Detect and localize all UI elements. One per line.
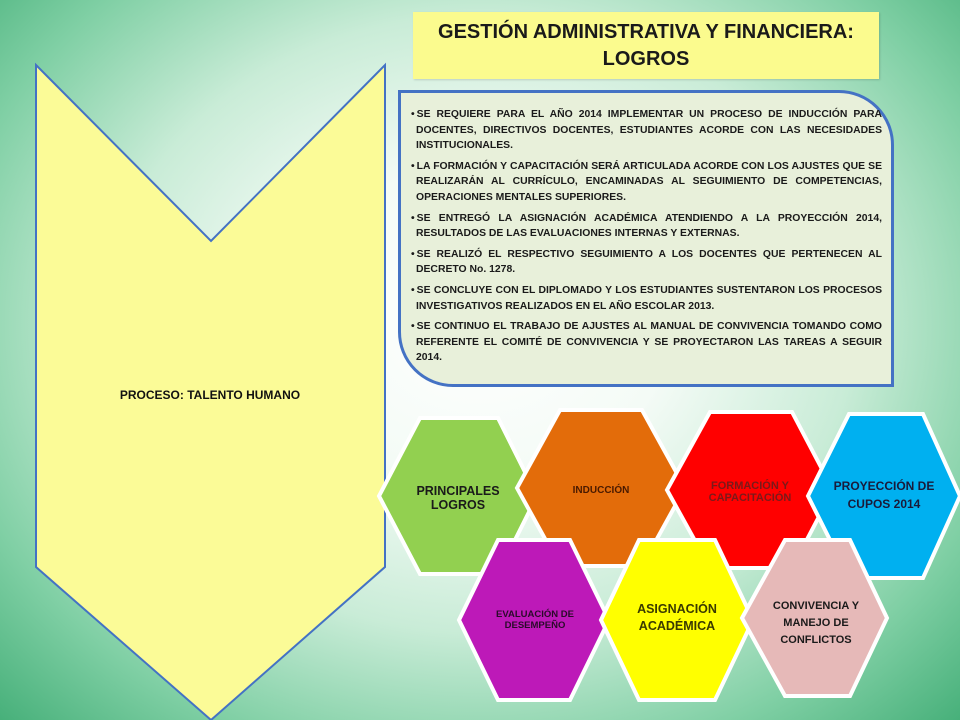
achievement-item: • SE CONCLUYE CON EL DIPLOMADO Y LOS ESTUDIANTES SUSTENTARON LOS PROCESOS INVESTIGATIVOS REALIZADOS EN EL AÑO ESCOLAR 2013. bbox=[411, 284, 882, 312]
hexagon-label-principales: PRINCIPALES LOGROS bbox=[416, 484, 500, 512]
hexagon-label-induccion: INDUCCIÓN bbox=[572, 484, 630, 496]
achievement-item: • LA FORMACIÓN Y CAPACITACIÓN SERÁ ARTICULADA ACORDE CON LOS AJUSTES QUE SE REALIZARÁN AL CURRÍCULO, ENCAMINADAS AL SEGUIMIENTO DE COMPETENCIAS, OPERACIONES MENTALES SUPERIORES. bbox=[411, 160, 882, 203]
achievement-item: • SE REQUIERE PARA EL AÑO 2014 IMPLEMENTAR UN PROCESO DE INDUCCIÓN PARA DOCENTES, DIRECTIVOS DOCENTES, ESTUDIANTES ACORDE CON LAS NECESIDADES INSTITUCIONALES. bbox=[411, 109, 882, 152]
achievement-item: • SE ENTREGÓ LA ASIGNACIÓN ACADÉMICA ATENDIENDO A LA PROYECCIÓN 2014, RESULTADOS DE LAS EVALUACIONES INTERNAS Y EXTERNAS. bbox=[411, 212, 882, 240]
achievement-item: • SE REALIZÓ EL RESPECTIVO SEGUIMIENTO A LOS DOCENTES QUE PERTENECEN AL DECRETO No. 1278. bbox=[411, 248, 882, 276]
hexagon-label-asignacion: ASIGNACIÓN ACADÉMICA bbox=[637, 602, 717, 633]
title-line-2: LOGROS bbox=[602, 47, 690, 70]
hexagon-label-evaluacion: EVALUACIÓN DE DESEMPEÑO bbox=[496, 609, 574, 631]
achievement-item: • SE CONTINUO EL TRABAJO DE AJUSTES AL MANUAL DE CONVIVENCIA TOMANDO COMO REFERENTE EL COMITÉ DE CONVIVENCIA Y SE PROYECTARON LAS TAREAS A SEGUIR 2014. bbox=[411, 321, 882, 364]
hexagon-label-proyeccion: PROYECCIÓN DE CUPOS 2014 bbox=[833, 479, 935, 511]
hexagon-label-formacion: FORMACIÓN Y CAPACITACIÓN bbox=[708, 480, 792, 504]
title-line-1: GESTIÓN ADMINISTRATIVA Y FINANCIERA: bbox=[438, 20, 854, 43]
process-label: PROCESO: TALENTO HUMANO bbox=[119, 388, 301, 402]
hexagon-label-convivencia: CONVIVENCIA Y MANEJO DE CONFLICTOS bbox=[772, 599, 860, 646]
